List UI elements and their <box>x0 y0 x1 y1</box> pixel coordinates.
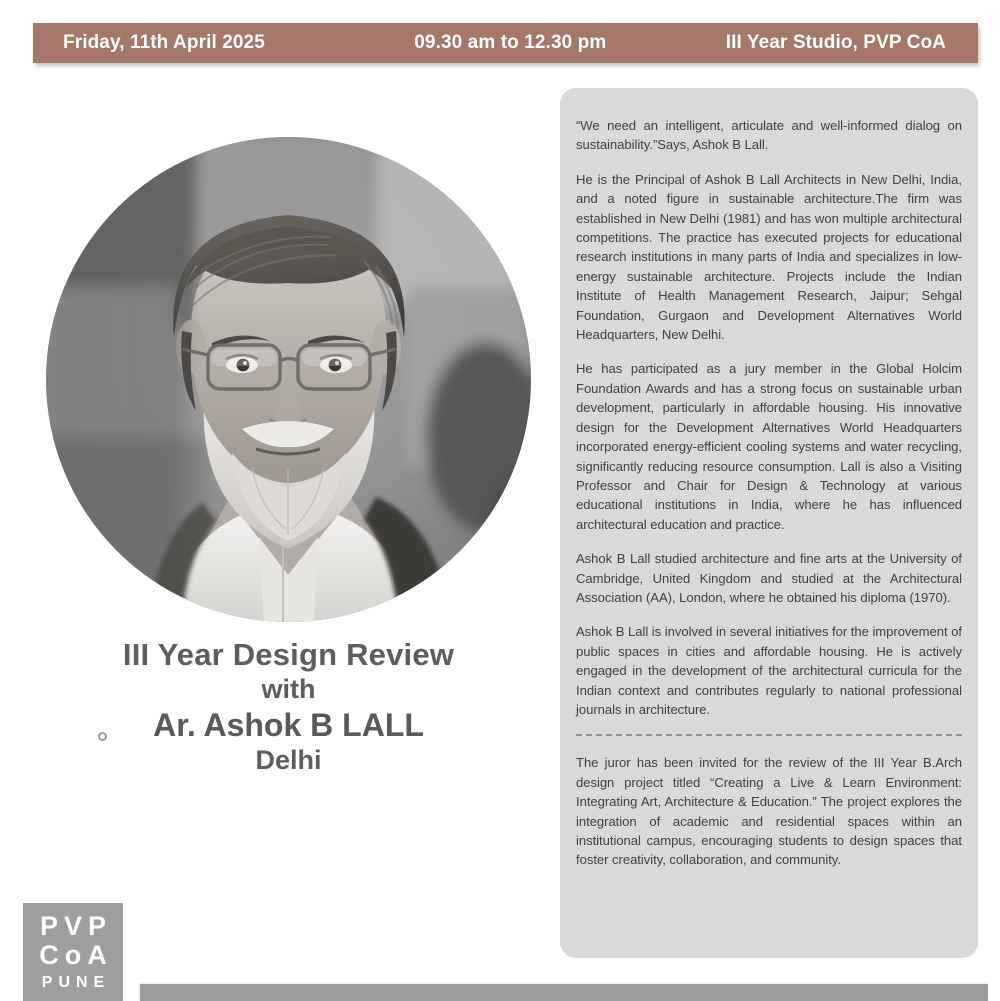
speaker-name: Ar. Ashok B LALL <box>153 706 424 743</box>
event-venue: III Year Studio, PVP CoA <box>725 32 946 53</box>
event-time: 09.30 am to 12.30 pm <box>414 32 607 53</box>
event-title-block <box>46 638 531 776</box>
bio-paragraph-awards: He has participated as a jury member in the Global Holcim Foundation Awards and has a strong focus on sustainable urban development, particularly in affordable housing. His innovative design for the Development Alternatives World Headquarters incorporated energy-efficient cooling systems and water recycling, significantly reducing resource consumption. Lall is also a Visiting Professor and Chair for Design & Technology at various educational institutions in India, where he has influenced architectural education and practice. <box>576 361 962 532</box>
speaker-portrait <box>46 137 531 622</box>
bio-paragraph-profile: He is the Principal of Ashok B Lall Architects in New Delhi, India, and a noted figure in sustainable architecture.The firm was established in New Delhi (1981) and has won multiple architectural competitions. The practice has executed projects for educational research institutions in many parts of India and specializes in low-energy sustainable architecture. Projects include the Indian Institute of Health Management Research, Jaipur; Sehgal Foundation, Gurgaon and Development Alternatives World Headquarters, New Delhi. <box>576 171 962 343</box>
event-header-bar <box>33 23 978 63</box>
bullet-dot-icon <box>98 732 107 741</box>
portrait-image <box>46 137 531 622</box>
footer-accent-bar <box>140 984 988 1001</box>
speaker-bio-panel <box>560 88 978 958</box>
bio-paragraph-quote: “We need an intelligent, articulate and well-informed dialog on sustainability.”Says, Ashok B Lall. <box>576 118 962 153</box>
logo-line-pune: PUNE <box>41 973 111 991</box>
speaker-city: Delhi <box>255 744 322 775</box>
title-line-1: III Year Design Review <box>122 637 455 672</box>
bio-paragraph-initiatives: Ashok B Lall is involved in several initiatives for the improvement of public spaces in cities and affordable housing. He is actively engaged in the development of the architectural curricula for the Indian context and contributes regularly to national professional journals in architecture. <box>576 624 962 717</box>
event-date: Friday, 11th April 2025 <box>63 32 265 53</box>
logo-line-pvp: PVP <box>39 910 113 941</box>
title-with: with <box>261 673 316 704</box>
bio-paragraph-education: Ashok B Lall studied architecture and fine arts at the University of Cambridge, United Kingdom and studied at the Architectural Association (AA), London, where he obtained his diploma (1970). <box>576 551 962 605</box>
pvp-coa-pune-logo <box>23 903 123 1001</box>
bio-paragraph-project-brief: The juror has been invited for the review of the III Year B.Arch design project titled “Creating a Live & Learn Environment: Integrating Art, Architecture & Education.” The project explores the integration of academic and residential spaces within an institutional campus, encouraging students to design spaces that foster creativity, collaboration, and community. <box>576 755 962 868</box>
logo-line-coa: CoA <box>39 939 113 970</box>
bio-divider <box>576 734 962 736</box>
